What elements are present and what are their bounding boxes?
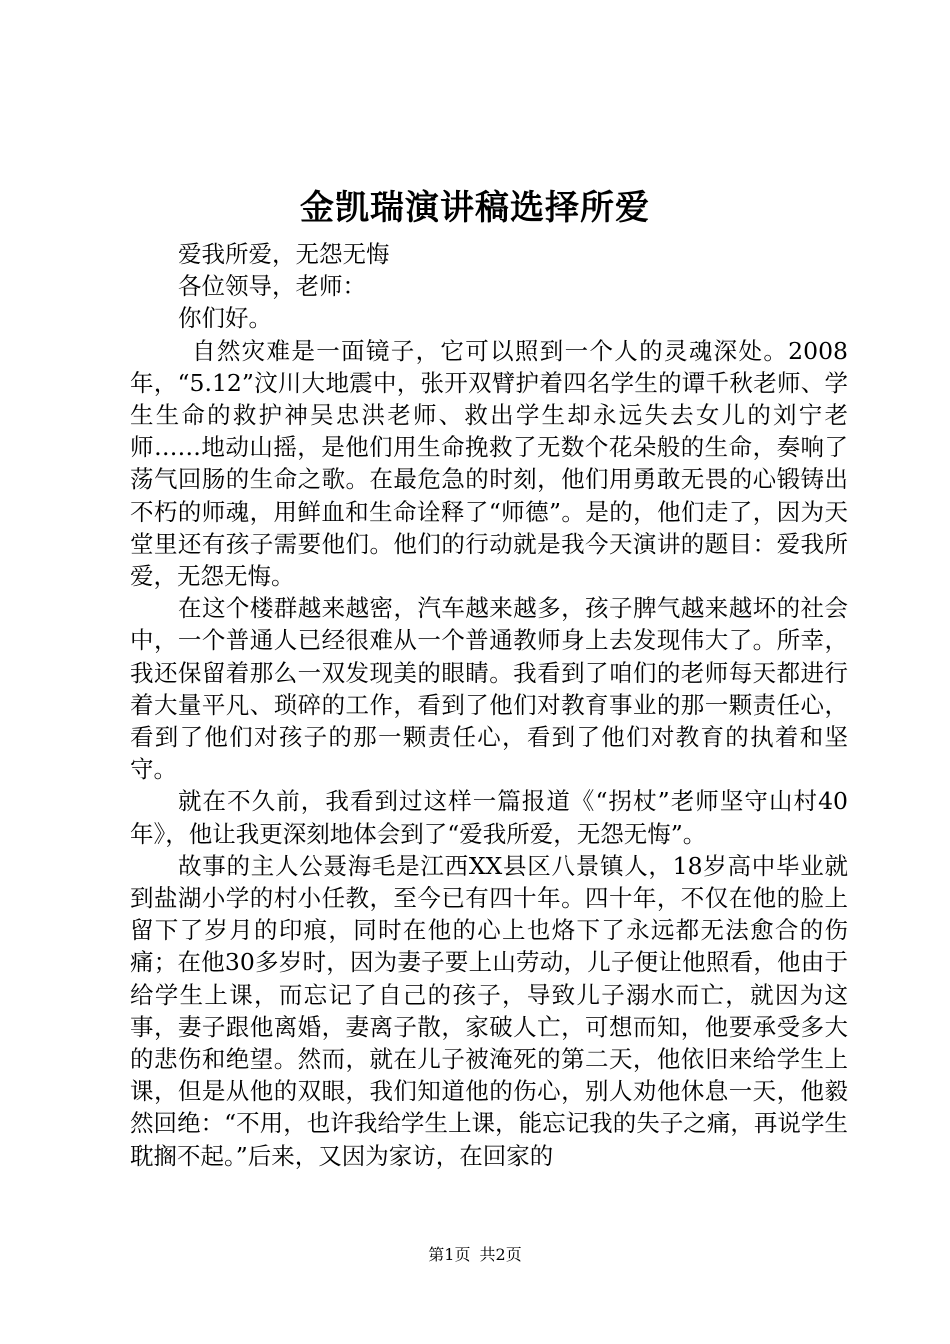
paragraph-salutation: 各位领导，老师： [178,272,366,301]
paragraph-report: 就在不久前，我看到过这样一篇报道《“拐杖”老师坚守山村40年》，他让我更深刻地体会到了“爱我所爱，无怨无悔”。 [130,787,848,848]
page-number: 第1页 [428,1245,471,1264]
document-body [130,238,848,1172]
paragraph-motto: 爱我所爱，无怨无悔 [178,240,390,268]
paragraph-society: 在这个楼群越来越密，汽车越来越多，孩子脾气越来越坏的社会中，一个普通人已经很难从一个普通教师身上去发现伟大了。所幸，我还保留着那么一双发现美的眼睛。我看到了咱们的老师每天都进行着大量平凡、琐碎的工作，看到了他们对教育事业的那一颗责任心，看到了他们对孩子的那一颗责任心，看到了他们对教育的执着和坚守。 [130,594,848,784]
page-total: 共2页 [479,1245,522,1264]
paragraph-story: 故事的主人公聂海毛是江西XX县区八景镇人，18岁高中毕业就到盐湖小学的村小任教，至今已有四十年。四十年，不仅在他的脸上留下了岁月的印痕，同时在他的心上也烙下了永远都无法愈合的伤痛；在他30多岁时，因为妻子要上山劳动，儿子便让他照看，他由于给学生上课，而忘记了自己的孩子，导致儿子溺水而亡，就因为这事，妻子跟他离婚，妻离子散，家破人亡，可想而知，他要承受多大的悲伤和绝望。然而，就在儿子被淹死的第二天，他依旧来给学生上课，但是从他的双眼，我们知道他的伤心，别人劝他休息一天，他毅然回绝：“不用，也许我给学生上课，能忘记我的失子之痛，再说学生耽搁不起。”后来，又因为家访，在回家的 [130,851,848,1170]
paragraph-greeting: 你们好。 [178,304,272,333]
document-title: 金凯瑞演讲稿选择所爱 [300,188,650,228]
paragraph-earthquake: 自然灾难是一面镜子，它可以照到一个人的灵魂深处。2008年，“5.12”汶川大地震中，张开双臂护着四名学生的谭千秋老师、学生生命的救护神吴忠洪老师、救出学生却永远失去女儿的刘宁老师……地动山摇，是他们用生命挽救了无数个花朵般的生命，奏响了荡气回肠的生命之歌。在最危急的时刻，他们用勇敢无畏的心锻铸出不朽的师魂，用鲜血和生命诠释了“师德”。是的，他们走了，因为天堂里还有孩子需要他们。他们的行动就是我今天演讲的题目：爱我所爱，无怨无悔。 [130,336,848,591]
page-footer [0,1244,950,1266]
